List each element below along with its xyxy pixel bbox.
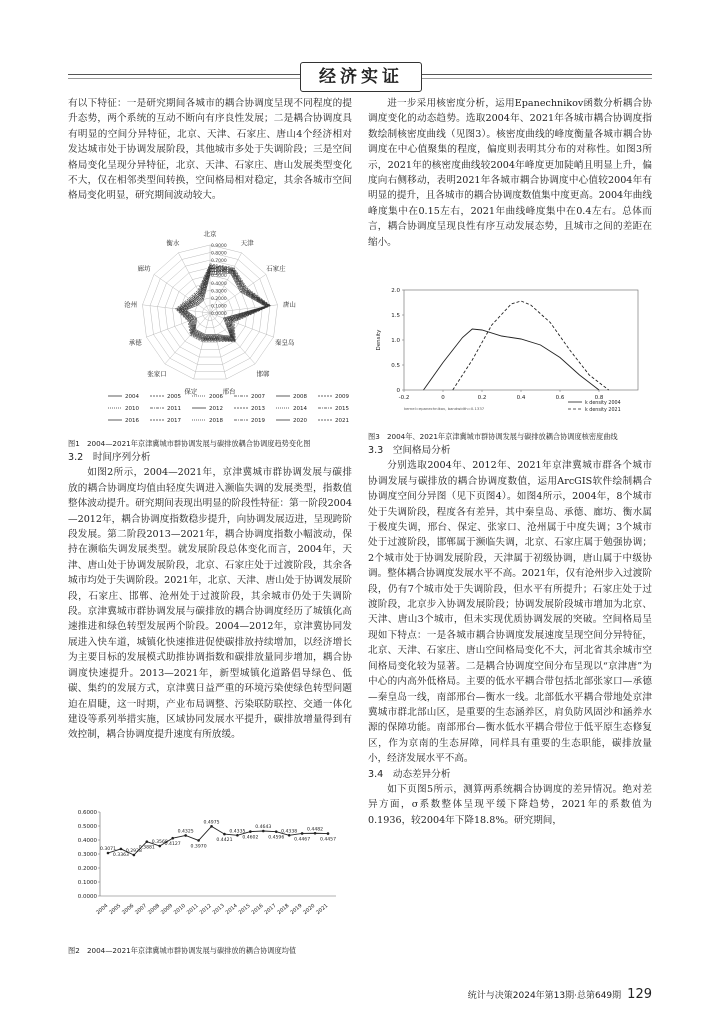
x-tick-label: 0.4 bbox=[516, 395, 526, 401]
data-point bbox=[314, 832, 317, 835]
plot-frame bbox=[404, 290, 638, 390]
x-tick-label: 2007 bbox=[134, 902, 149, 917]
data-point bbox=[107, 852, 110, 855]
data-point bbox=[301, 832, 304, 835]
x-tick-label: 0.8 bbox=[594, 395, 604, 401]
legend-label: 2011 bbox=[167, 406, 181, 412]
data-point bbox=[171, 837, 174, 840]
data-point bbox=[236, 834, 239, 837]
x-tick-label: 2008 bbox=[147, 902, 162, 917]
legend-label: 2005 bbox=[167, 394, 181, 400]
legend-label: 2017 bbox=[167, 418, 181, 424]
y-tick-label: 0.3000 bbox=[77, 852, 97, 858]
section-title: 3.2 时间序列分析 bbox=[68, 452, 151, 463]
x-tick-label: 2012 bbox=[198, 902, 213, 917]
radar-tick-label: 0.6000 bbox=[211, 266, 227, 272]
data-label: 0.4325 bbox=[177, 829, 194, 835]
radar-tick-label: 0.2000 bbox=[211, 296, 227, 302]
x-tick-label: 2016 bbox=[250, 902, 265, 917]
y-tick-label: 0.0000 bbox=[77, 894, 97, 900]
data-label: 0.4482 bbox=[307, 827, 324, 833]
y-tick-label: 0.2000 bbox=[77, 866, 97, 872]
data-point bbox=[288, 834, 291, 837]
figure-3-density-chart bbox=[368, 284, 652, 430]
legend-label: 2014 bbox=[293, 406, 307, 412]
radar-axis-label: 唐山 bbox=[282, 300, 296, 309]
y-axis-label: Density bbox=[376, 329, 382, 351]
legend-label: 2018 bbox=[209, 418, 223, 424]
header-title: 经济实证 bbox=[300, 62, 422, 92]
journal-name: 统计与决策2024年第13期·总第649期 bbox=[467, 991, 622, 1001]
data-point bbox=[327, 832, 330, 835]
x-tick-label: 2021 bbox=[315, 902, 330, 917]
radar-tick-label: 0.1000 bbox=[211, 304, 227, 310]
x-tick-label: 0 bbox=[441, 395, 445, 401]
paragraph: 如图2所示，2004—2021年，京津冀城市群协调发展与碳排放的耦合协调度均值由轻度失调进入濒临失调的发展类型，指数值整体波动提升。研究期间表现出明显的阶段性特征：第一阶段2004—2012年，耦合协调度指数稳步提升，向协调发展迈进，呈现跨阶段发展。第二阶段2013—2021年，耦合协调度指数小幅波动，保持在濒临失调发展类型。就发展阶段总体变化而言，2004年，天津、唐山处于协调发展阶段，北京、石家庄处于过渡阶段，其余各城市均处于失调阶段。2021年，北京、天津、唐山处于协调发展阶段，石家庄、邯郸、沧州处于过渡阶段，其余城市仍处于失调阶段。京津冀城市群协调发展与碳排放的耦合协调度经历了城镇化高速推进和绿色转型发展两个阶段。2004—2012年，京津冀协同发展进入快车道，城镇化快速推进促使碳排放持续增加，以经济增长为主要目标的发展模式助推协调指数和碳排放量同步增加，耦合协调度快速提升。2013—2021年，新型城镇化道路倡导绿色、低碳、集约的发展方式，京津冀日益严重的环境污染使绿色转型问题迫在眉睫，这一时期，产业布局调整、污染联防联控、交通一体化建设等系列举措实施，区域协同发展水平提升，碳排放增量得到有效控制，耦合协调度提升速度有所放缓。 bbox=[68, 467, 352, 741]
radar-axis-label: 承德 bbox=[128, 338, 142, 347]
x-tick-label: 2020 bbox=[302, 902, 317, 917]
data-label: 0.4335 bbox=[229, 829, 246, 835]
data-label: 0.3881 bbox=[138, 845, 155, 851]
radar-axis-label: 石家庄 bbox=[266, 264, 286, 273]
section-title: 3.3 空间格局分析 bbox=[368, 445, 451, 456]
y-tick-label: 1.5 bbox=[391, 313, 400, 319]
data-label: 0.4643 bbox=[255, 824, 272, 830]
figure-1-caption: 图1 2004—2021年京津冀城市群协调发展与碳排放耦合协调度趋势变化图 bbox=[68, 439, 311, 448]
y-tick-label: 0.5000 bbox=[77, 824, 97, 830]
y-tick-label: 0.5 bbox=[391, 363, 400, 369]
data-label: 0.3363 bbox=[112, 852, 129, 858]
legend-label: 2019 bbox=[251, 418, 265, 424]
data-point bbox=[184, 834, 187, 837]
y-tick-label: 0.4000 bbox=[77, 838, 97, 844]
legend-label: 2010 bbox=[125, 406, 139, 412]
x-tick-label: 2004 bbox=[95, 902, 110, 917]
section-title: 3.4 动态差异分析 bbox=[368, 768, 451, 780]
radar-tick-label: 0.8000 bbox=[211, 251, 227, 257]
data-point bbox=[197, 839, 200, 842]
x-tick-label: 0.6 bbox=[555, 395, 565, 401]
legend-label: 2007 bbox=[251, 394, 265, 400]
density-line-2004 bbox=[424, 329, 600, 390]
data-point bbox=[146, 840, 149, 843]
radar-axis-label: 沧州 bbox=[124, 300, 138, 309]
data-point bbox=[133, 854, 136, 857]
radar-axis-label: 邢台 bbox=[222, 387, 236, 396]
radar-axis-label: 秦皇岛 bbox=[275, 338, 295, 347]
x-tick-label: 2010 bbox=[172, 902, 187, 917]
radar-tick-label: 0.9000 bbox=[211, 244, 227, 249]
radar-tick-label: 0.0000 bbox=[211, 312, 227, 317]
figure-3-caption: 图3 2004年、2021年京津冀城市群协调发展与碳排放耦合协调度核密度曲线 bbox=[368, 432, 618, 441]
data-point bbox=[210, 825, 213, 828]
radar-axis-label: 北京 bbox=[203, 230, 217, 238]
x-tick-label: 2014 bbox=[224, 902, 239, 917]
x-tick-label: 2013 bbox=[211, 902, 226, 917]
x-tick-label: 2005 bbox=[108, 902, 123, 917]
radar-axis-label: 廊坊 bbox=[137, 264, 151, 273]
right-column-main bbox=[368, 443, 652, 828]
y-tick-label: 0.1000 bbox=[77, 880, 97, 886]
legend-label: 2021 bbox=[335, 418, 349, 424]
legend-label: k density 2021 bbox=[585, 408, 621, 413]
y-tick-label: 0 bbox=[396, 388, 400, 394]
data-point bbox=[262, 830, 265, 833]
x-tick-label: 2019 bbox=[289, 902, 304, 917]
data-label: 0.4602 bbox=[242, 835, 259, 841]
legend-label: 2012 bbox=[209, 406, 223, 412]
data-label: 0.4421 bbox=[216, 838, 233, 844]
page-footer bbox=[468, 987, 652, 1002]
radar-axis-label: 邯郸 bbox=[256, 369, 270, 378]
page-number: 129 bbox=[627, 987, 652, 1002]
data-label: 0.4975 bbox=[203, 820, 220, 826]
legend-label: k density 2004 bbox=[585, 401, 621, 406]
legend-label: 2006 bbox=[209, 394, 223, 400]
radar-axis-label: 张家口 bbox=[147, 369, 167, 378]
radar-axis-label: 保定 bbox=[184, 387, 198, 396]
x-tick-label: 2015 bbox=[237, 902, 252, 917]
data-label: 0.4596 bbox=[268, 835, 285, 841]
x-tick-label: 2011 bbox=[185, 902, 200, 917]
legend-label: 2009 bbox=[335, 394, 349, 400]
radar-tick-label: 0.3000 bbox=[211, 289, 227, 295]
figure-2-line-chart bbox=[68, 804, 352, 944]
chart-note: kernel=epanechnikov, bandwidth=0.1337 bbox=[404, 406, 485, 411]
data-label: 0.3970 bbox=[190, 844, 207, 850]
data-point bbox=[223, 833, 226, 836]
legend-label: 2008 bbox=[293, 394, 307, 400]
x-tick-label: 2017 bbox=[263, 902, 278, 917]
data-point bbox=[120, 848, 123, 851]
x-tick-label: 2006 bbox=[121, 902, 136, 917]
figure-2-caption: 图2 2004—2021年京津冀城市群协调发展与碳排放的耦合协调度均值 bbox=[68, 946, 297, 955]
y-tick-label: 0.6000 bbox=[77, 810, 97, 816]
data-label: 0.4457 bbox=[319, 837, 337, 843]
left-column-top bbox=[68, 96, 352, 204]
legend-label: 2016 bbox=[125, 418, 139, 424]
paragraph: 如下页图5所示，测算两系统耦合协调度的差异情况。绝对差异方面，σ系数整体呈现平缓下降趋势，2021年的系数值为0.1936，较2004年下降18.8%。研究期间， bbox=[368, 783, 652, 826]
data-point bbox=[158, 845, 161, 848]
legend-label: 2013 bbox=[251, 406, 265, 412]
data-label: 0.3071 bbox=[99, 847, 117, 853]
figure-1-radar-chart bbox=[68, 228, 352, 438]
data-label: 0.4127 bbox=[164, 842, 181, 848]
paragraph: 有以下特征：一是研究期间各城市的耦合协调度呈现不同程度的提升态势，两个系统的互动不断向有序良性发展；二是耦合协调度具有明显的空间分异特征，北京、天津、石家庄、唐山4个经济相对发达城市处于协调发展阶段，其他城市多处于失调阶段；三是空间格局变化呈现分异特征，北京、天津、石家庄、唐山发展类型变化不大，仅在相邻类型间转换，空间格局相对稳定，其余各城市空间格局变化明显，研究期间波动较大。 bbox=[68, 98, 352, 202]
legend-label: 2004 bbox=[125, 394, 139, 400]
x-tick-label: 2018 bbox=[276, 902, 291, 917]
legend-label: 2020 bbox=[293, 418, 307, 424]
data-label: 0.3568 bbox=[151, 840, 168, 846]
paragraph: 进一步采用核密度分析，运用Epanechnikov函数分析耦合协调度变化的动态趋势。选取2004年、2021年各城市耦合协调度指数绘制核密度曲线（见图3）。核密度曲线的峰度衡量各城市耦合协调度在中心值聚集的程度，偏度则表明其分布的对称性。如图3所示，2021年的核密度曲线较2004年峰度更加陡峭且明显上升，偏度向右侧移动，表明2021年各城市耦合协调度中心值较2004年有明显的提升，且各城市的耦合协调度数值集中度更高。2004年曲线峰度集中在0.15左右，2021年曲线峰度集中在0.4左右。总体而言，耦合协调度呈现良性有序互动发展态势，且城市之间的差距在缩小。 bbox=[368, 98, 652, 248]
y-tick-label: 1.0 bbox=[391, 338, 400, 344]
radar-tick-label: 0.7000 bbox=[211, 259, 227, 265]
x-tick-label: 2009 bbox=[160, 902, 174, 917]
legend-label: 2015 bbox=[335, 406, 349, 412]
radar-tick-label: 0.5000 bbox=[211, 274, 227, 280]
density-line-2021 bbox=[453, 301, 609, 390]
data-label: 0.4338 bbox=[281, 829, 298, 835]
y-tick-label: 2.0 bbox=[391, 288, 400, 294]
data-label: 0.2928 bbox=[125, 849, 142, 855]
left-column-main bbox=[68, 450, 352, 743]
data-point bbox=[275, 830, 278, 833]
radar-tick-label: 0.4000 bbox=[211, 281, 227, 287]
data-point bbox=[249, 830, 252, 833]
x-tick-label: 0.2 bbox=[477, 395, 487, 401]
paragraph: 分别选取2004年、2012年、2021年京津冀城市群各个城市协调发展与碳排放的耦合协调度数值，运用ArcGIS软件绘制耦合协调度空间分异图（见下页图4）。如图4所示，2004年，8个城市处于失调阶段，程度各有差异，其中秦皇岛、承德、廊坊、衡水属于极度失调，邢台、保定、张家口、沧州属于中度失调；3个城市处于过渡阶段，邯郸属于濒临失调，北京、石家庄属于勉强协调；2个城市处于协调发展阶段，天津属于初级协调，唐山属于中级协调。整体耦合协调度发展水平不高。2021年，仅有沧州步入过渡阶段，仍有7个城市处于失调阶段，但水平有所提升；石家庄处于过渡阶段，北京步入协调发展阶段；协调发展阶段城市增加为北京、天津、唐山3个城市，但未实现优质协调发展的突破。空间格局呈现如下特点：一是各城市耦合协调度发展速度呈现空间分异特征，北京、天津、石家庄、唐山空间格局变化不大，河北省其余城市空间格局变化较为显著。二是耦合协调度空间分布呈现以“京津唐”为中心的内高外低格局。主要的低水平耦合带包括北部张家口—承德—秦皇岛一线，南部邢台—衡水一线。北部低水平耦合带地处京津冀城市群北部山区，是重要的生态涵养区，肩负防风固沙和涵养水源的保障功能。南部邢台—衡水低水平耦合带位于低平原生态修复区，作为京南的生态屏障，同样具有重要的生态职能，碳排放量小，经济发展水平不高。 bbox=[368, 460, 652, 765]
data-label: 0.4467 bbox=[294, 837, 311, 843]
radar-axis-label: 天津 bbox=[240, 239, 254, 248]
x-tick-label: -0.2 bbox=[398, 395, 410, 401]
radar-axis-label: 衡水 bbox=[166, 239, 180, 248]
right-column-top bbox=[368, 96, 652, 250]
radar-spoke bbox=[210, 313, 226, 379]
